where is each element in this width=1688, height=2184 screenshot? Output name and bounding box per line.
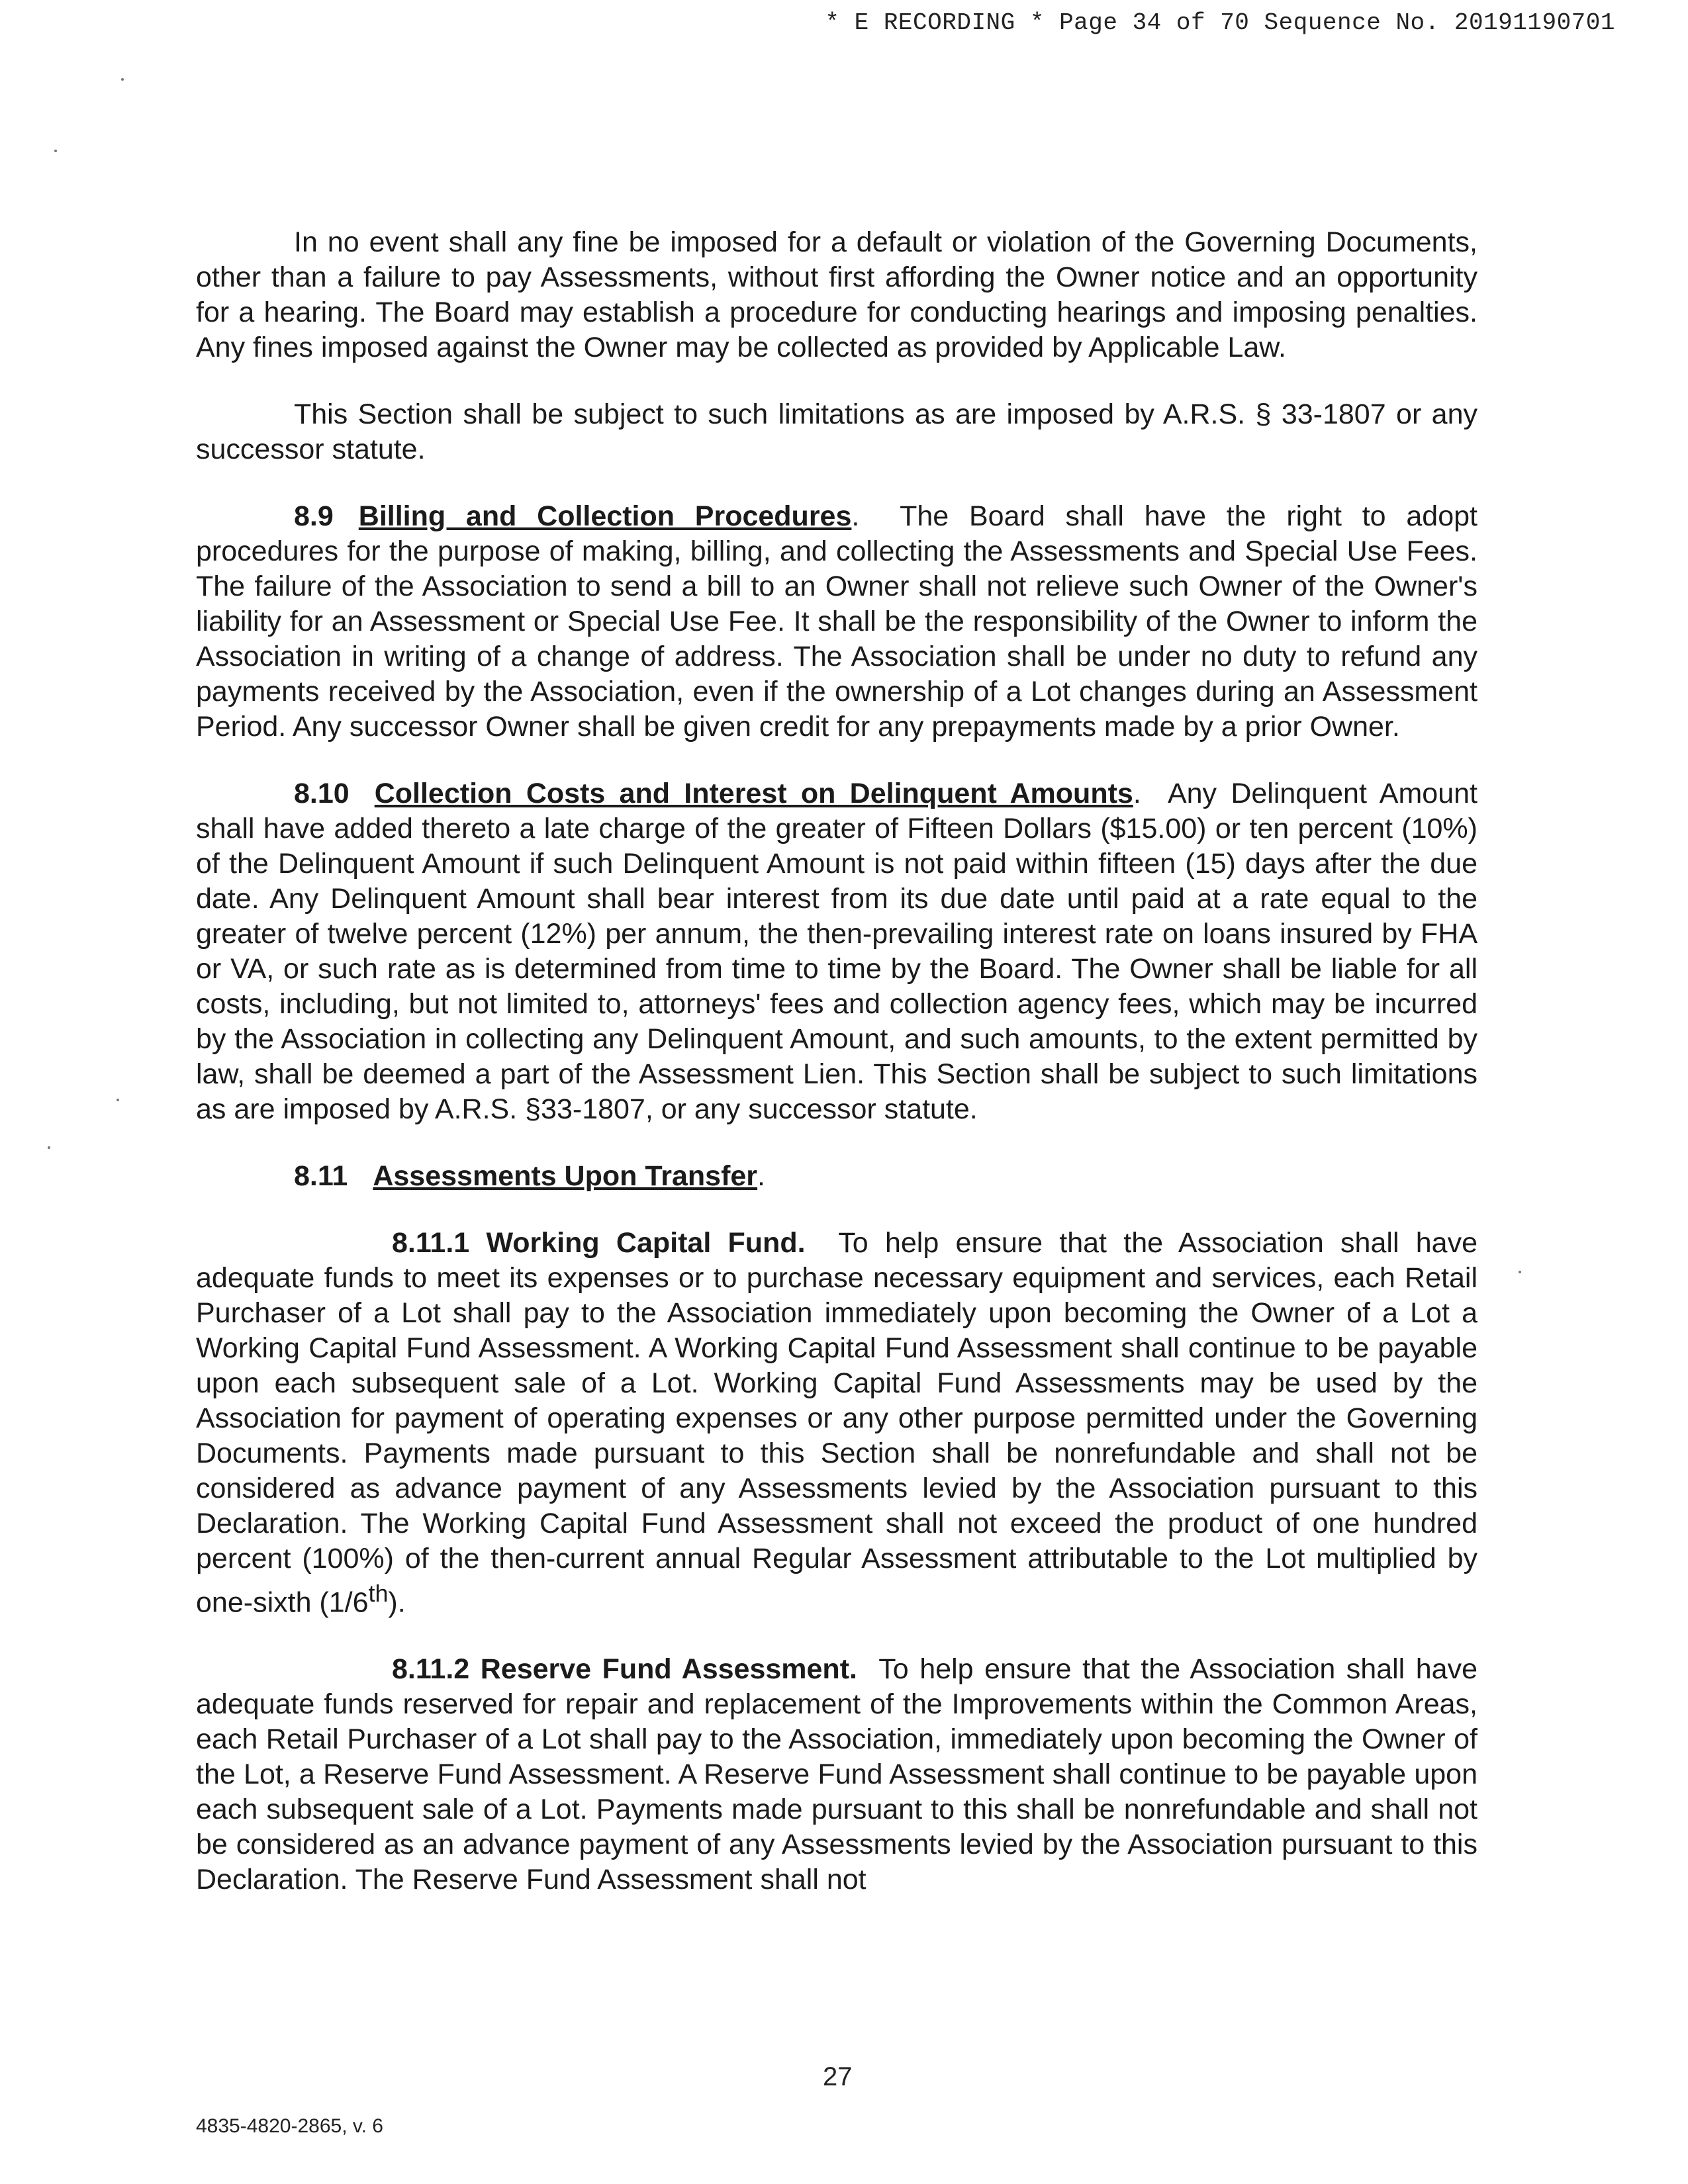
subsection-heading: 8.11.2 Reserve Fund Assessment. xyxy=(392,1653,857,1686)
paragraph-statute-limitations: This Section shall be subject to such limitations as are imposed by A.R.S. § 33-1807 or any successor statute. xyxy=(196,398,1477,465)
subsection-text: To help ensure that the Association shall have adequate funds reserved for repair and replacement of the Improvements within the Common Areas, each Retail Purchaser of a Lot shall pay to the Association, immediately upon becoming the Owner of the Lot, a Reserve Fund Assessment. A Reserve Fund Assessment shall continue to be payable upon each subsequent sale of a Lot. Payments made pursuant to this shall be nonrefundable and shall not be considered as an advance payment of any Assessments levied by the Association pursuant to this Declaration. The Reserve Fund Assessment shall not xyxy=(196,1653,1478,1896)
section-8-11-1 xyxy=(196,1226,1477,1620)
section-8-9: 8.9 Billing and Collection Procedures. The Board shall have the right to adopt procedures for the purpose of making, billing, and collecting the Assessments and Special Use Fees. The failure of the Association to send a bill to an Owner shall not relieve such Owner of the Owner's liability for an Assessment or Special Use Fee. It shall be the responsibility of the Owner to inform the Association in writing of a change of address. The Association shall be under no duty to refund any payments received by the Association, even if the ownership of a Lot changes during an Assessment Period. Any successor Owner shall be given credit for any prepayments made by a prior Owner. xyxy=(196,500,1477,743)
section-number: 8.11 xyxy=(294,1160,348,1192)
section-heading: Assessments Upon Transfer xyxy=(373,1160,758,1192)
subsection-text: To help ensure that the Association shall have adequate funds to meet its expenses or to purchase necessary equipment and services, each Retail Purchaser of a Lot shall pay to the Association immediately upon becoming the Owner of a Lot a Working Capital Fund Assessment. A Working Capital Fund Assessment shall continue to be payable upon each subsequent sale of a Lot. Working Capital Fund Assessments may be used by the Association for payment of operating expenses or any other purpose permitted under the Governing Documents. Payments made pursuant to this Section shall be nonrefundable and shall not be considered as advance payment of any Assessments levied by the Association pursuant to this Declaration. The Working Capital Fund Assessment shall not exceed the product of one hundred percent (100%) of the then-current annual Regular Assessment attributable to the Lot multiplied by one-sixth (1/6 xyxy=(196,1227,1477,1619)
document-body xyxy=(196,225,1477,1929)
scan-speck xyxy=(54,150,57,152)
recording-header: * E RECORDING * Page 34 of 70 Sequence No. 20191190701 xyxy=(825,9,1615,36)
superscript-th: th xyxy=(368,1580,389,1607)
section-text: The Board shall have the right to adopt procedures for the purpose of making, billing, and collecting the Assessments and Special Use Fees. The failure of the Association to send a bill to an Owner shall not relieve such Owner of the Owner's liability for an Assessment or Special Use Fee. It shall be the responsibility of the Owner to inform the Association in writing of a change of address. The Association shall be under no duty to refund any payments received by the Association, even if the ownership of a Lot changes during an Assessment Period. Any successor Owner shall be given credit for any prepayments made by a prior Owner. xyxy=(196,500,1477,743)
scan-speck xyxy=(1519,1271,1521,1273)
section-heading: Collection Costs and Interest on Delinquent Amounts xyxy=(374,778,1133,809)
scan-speck xyxy=(117,1099,119,1101)
page-number: 27 xyxy=(823,2062,853,2091)
section-heading: Billing and Collection Procedures xyxy=(358,500,852,532)
subsection-text-tail: ). xyxy=(388,1586,406,1619)
section-8-11-2 xyxy=(196,1652,1477,1897)
section-8-10: 8.10 Collection Costs and Interest on Delinquent Amounts. Any Delinquent Amount shall have added thereto a late charge of the greater of Fifteen Dollars ($15.00) or ten percent (10%) of the Delinquent Amount if such Delinquent Amount is not paid within fifteen (15) days after the due date. Any Delinquent Amount shall bear interest from its due date until paid at a rate equal to the greater of twelve percent (12%) per annum, the then-prevailing interest rate on loans insured by FHA or VA, or such rate as is determined from time to time by the Board. The Owner shall be liable for all costs, including, but not limited to, attorneys' fees and collection agency fees, which may be incurred by the Association in collecting any Delinquent Amount, and such amounts, to the extent permitted by law, shall be deemed a part of the Assessment Lien. This Section shall be subject to such limitations as are imposed by A.R.S. §33-1807, or any successor statute. xyxy=(196,778,1478,1125)
section-number: 8.10 xyxy=(294,778,350,809)
section-text: Any Delinquent Amount shall have added thereto a late charge of the greater of Fifteen Dollars ($15.00) or ten percent (10%) of the Delinquent Amount if such Delinquent Amount is not paid within fifteen (15) days after the due date. Any Delinquent Amount shall bear interest from its due date until paid at a rate equal to the greater of twelve percent (12%) per annum, the then-prevailing interest rate on loans insured by FHA or VA, or such rate as is determined from time to time by the Board. The Owner shall be liable for all costs, including, but not limited to, attorneys' fees and collection agency fees, which may be incurred by the Association in collecting any Delinquent Amount, and such amounts, to the extent permitted by law, shall be deemed a part of the Assessment Lien. This Section shall be subject to such limitations as are imposed by A.R.S. §33-1807, or any successor statute. xyxy=(196,778,1478,1125)
section-number: 8.9 xyxy=(294,500,334,532)
document-id: 4835-4820-2865, v. 6 xyxy=(196,2115,383,2137)
paragraph-fines: In no event shall any fine be imposed for a default or violation of the Governing Documents, other than a failure to pay Assessments, without first affording the Owner notice and an opportunity for a hearing. The Board may establish a procedure for conducting hearings and imposing penalties. Any fines imposed against the Owner may be collected as provided by Applicable Law. xyxy=(196,226,1477,363)
scan-speck xyxy=(121,78,124,81)
scan-speck xyxy=(48,1146,50,1149)
section-8-11: 8.11 Assessments Upon Transfer. xyxy=(294,1160,765,1192)
subsection-heading: 8.11.1 Working Capital Fund. xyxy=(392,1227,806,1259)
